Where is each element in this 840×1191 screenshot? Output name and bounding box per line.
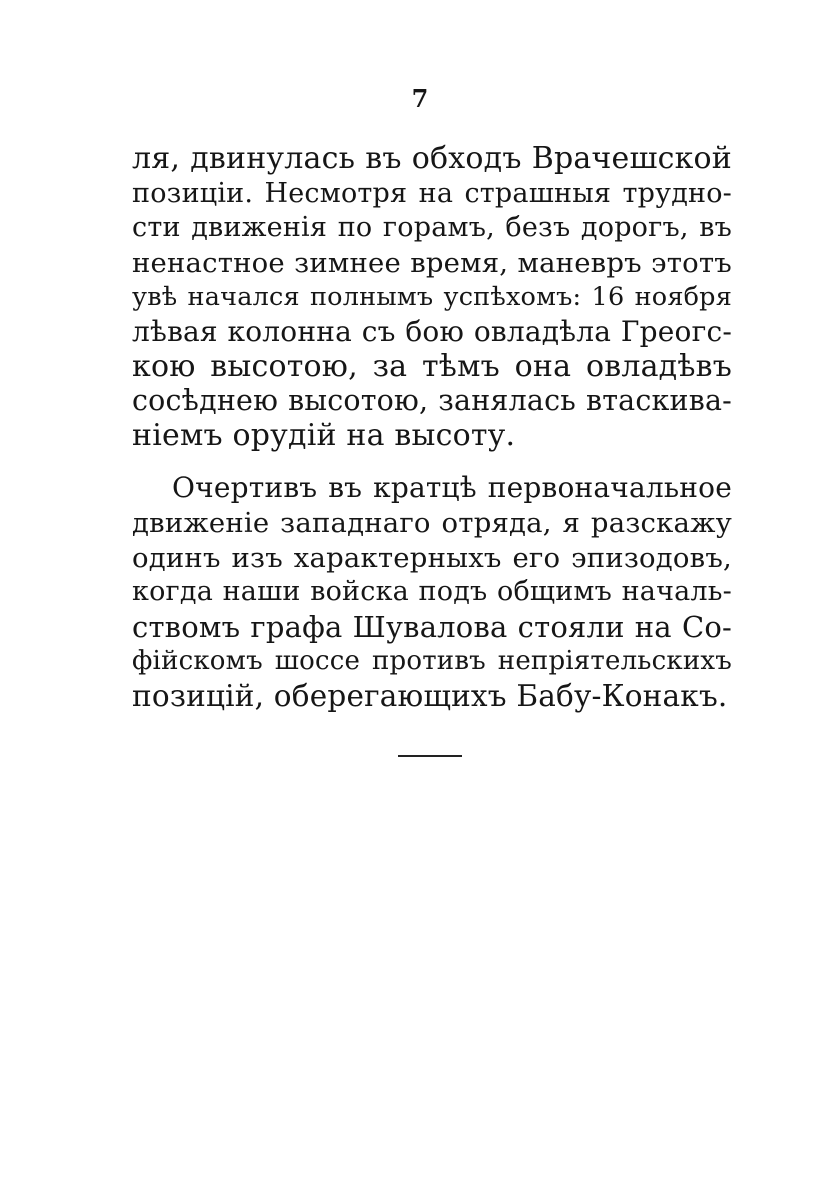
paragraph-gap bbox=[132, 453, 732, 471]
text-line: позиціи. Несмотря на страшныя трудно- bbox=[132, 177, 732, 209]
text-line: увѣ начался полнымъ успѣхомъ: 16 ноября bbox=[132, 282, 732, 313]
paragraph-1 bbox=[132, 142, 732, 453]
text-line: сосѣднею высотою, занялась втаскива- bbox=[132, 384, 732, 418]
text-line: кою высотою, за тѣмъ она овладѣвъ bbox=[132, 348, 732, 384]
text-line: одинъ изъ характерныхъ его эпизодовъ, bbox=[132, 541, 732, 574]
text-line: лѣвая колонна съ бою овладѣла Греогс- bbox=[132, 314, 732, 348]
text-line: позицій, оберегающихъ Бабу-Конакъ. bbox=[132, 678, 728, 713]
text-line: фійскомъ шоссе противъ непріятельскихъ bbox=[132, 646, 732, 677]
body-text bbox=[132, 142, 732, 714]
text-line: сти движенія по горамъ, безъ дорогъ, въ bbox=[132, 212, 732, 244]
text-line: ствомъ графа Шувалова стояли на Со- bbox=[132, 609, 732, 644]
paragraph-2 bbox=[132, 471, 732, 713]
page-number: 7 bbox=[411, 84, 429, 113]
section-end-rule bbox=[398, 755, 462, 757]
text-line: Очертивъ въ кратцѣ первоначальное bbox=[172, 471, 732, 505]
text-line: когда наши войска подъ общимъ началь- bbox=[132, 576, 732, 608]
text-line: ненастное зимнее время, маневръ этотъ bbox=[132, 246, 732, 279]
text-line: ніемъ орудій на высоту. bbox=[132, 417, 516, 453]
text-line: движеніе западнаго отряда, я разскажу bbox=[132, 506, 732, 539]
text-line: ля, двинулась въ обходъ Врачешской bbox=[132, 141, 732, 176]
